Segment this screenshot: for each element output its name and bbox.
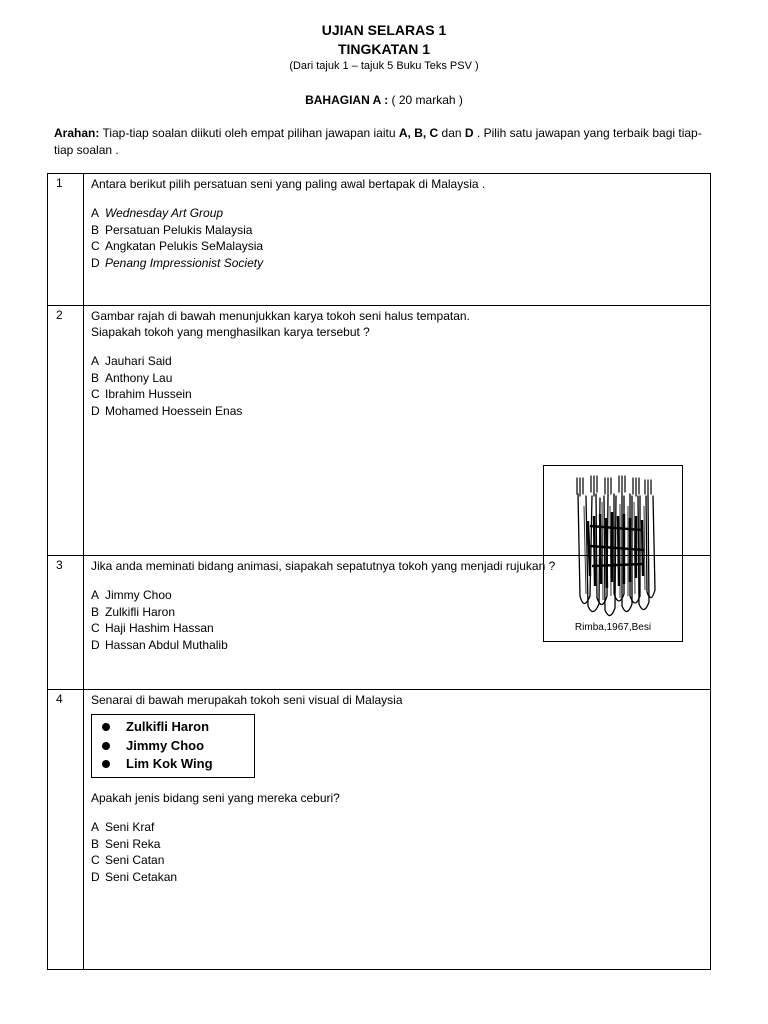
question-row: [48, 690, 711, 970]
option-a[interactable]: [91, 587, 710, 604]
question-number: 4: [48, 690, 84, 970]
option-b[interactable]: [91, 836, 710, 853]
option-text: Anthony Lau: [105, 370, 173, 385]
question-text: [91, 308, 710, 340]
option-text: Haji Hashim Hassan: [105, 621, 214, 635]
option-b[interactable]: [91, 370, 710, 387]
option-letter: B: [91, 604, 100, 619]
option-d[interactable]: [91, 255, 710, 272]
question-table: [47, 173, 711, 970]
question-text: Senarai di bawah merupakah tokoh seni visual di Malaysia: [91, 693, 403, 707]
exam-title: UJIAN SELARAS 1: [321, 22, 447, 38]
option-text: Hassan Abdul Muthalib: [105, 637, 228, 652]
option-letter: A: [91, 206, 100, 220]
option-list: [91, 587, 710, 653]
names-box: [91, 714, 255, 778]
bullet-icon: [102, 742, 110, 750]
option-a[interactable]: [91, 819, 710, 836]
section-heading: [0, 93, 768, 107]
figure-caption: Rimba,1967,Besi: [574, 622, 652, 633]
instructions: [54, 125, 714, 159]
topic-range: (Dari tajuk 1 – tajuk 5 Buku Teks PSV ): [289, 60, 479, 72]
option-letter: D: [91, 255, 100, 270]
instructions-label: Arahan:: [54, 126, 100, 140]
form-title: TINGKATAN 1: [337, 41, 431, 57]
option-letter: A: [91, 354, 100, 368]
name-list-item: [102, 755, 254, 774]
instructions-text: dan: [438, 126, 465, 140]
option-c[interactable]: [91, 386, 710, 403]
instructions-letters: A, B, C: [398, 126, 439, 140]
option-text: Ibrahim Hussein: [105, 387, 192, 401]
option-letter: D: [91, 869, 100, 884]
option-list: [91, 205, 710, 271]
option-letter: B: [91, 836, 100, 851]
option-text: Mohamed Hoessein Enas: [105, 403, 243, 418]
section-marks: ( 20 markah ): [391, 93, 463, 107]
name-list-item: [102, 718, 254, 737]
option-text: Angkatan Pelukis SeMalaysia: [105, 239, 264, 253]
option-c[interactable]: [91, 852, 710, 869]
option-text: Wednesday Art Group: [105, 206, 224, 220]
question-text-line: Siapakah tokoh yang menghasilkan karya tersebut ?: [91, 325, 370, 339]
instructions-text: Tiap-tiap soalan diikuti oleh empat pilihan jawapan iaitu: [99, 126, 399, 140]
name-text: Zulkifli Haron: [126, 719, 210, 734]
option-b[interactable]: [91, 222, 710, 239]
option-letter: B: [91, 222, 100, 237]
option-letter: A: [91, 820, 100, 834]
option-letter: C: [91, 853, 100, 867]
instructions-text: . Pilih satu jawapan yang terbaik bagi tiap-tiap soalan .: [54, 126, 702, 157]
option-list: [91, 819, 710, 885]
option-letter: B: [91, 370, 100, 385]
option-letter: D: [91, 637, 100, 652]
option-list: [91, 353, 710, 419]
question-number: 3: [48, 556, 84, 690]
question-row: [48, 174, 711, 306]
option-text: Seni Cetakan: [105, 869, 178, 884]
question-row: [48, 306, 711, 556]
option-letter: C: [91, 387, 100, 401]
name-text: Jimmy Choo: [126, 737, 205, 753]
option-letter: A: [91, 588, 100, 602]
question-cell: [84, 690, 711, 970]
option-text: Penang Impressionist Society: [105, 255, 264, 270]
option-c[interactable]: [91, 620, 710, 637]
name-list-item: [102, 737, 254, 756]
option-d[interactable]: [91, 637, 710, 654]
section-label: BAHAGIAN A :: [305, 93, 392, 107]
name-text: Lim Kok Wing: [126, 756, 213, 771]
followup-question: Apakah jenis bidang seni yang mereka ceburi?: [91, 791, 340, 805]
question-number: 2: [48, 306, 84, 556]
option-letter: D: [91, 403, 100, 418]
question-text-line: Gambar rajah di bawah menunjukkan karya tokoh seni halus tempatan.: [91, 309, 470, 323]
option-text: Zulkifli Haron: [105, 604, 176, 619]
question-row: [48, 556, 711, 690]
option-letter: C: [91, 621, 100, 635]
option-c[interactable]: [91, 238, 710, 255]
bullet-icon: [102, 723, 110, 731]
option-text: Jauhari Said: [105, 354, 172, 368]
question-number: 1: [48, 174, 84, 306]
bullet-icon: [102, 760, 110, 768]
option-a[interactable]: [91, 353, 710, 370]
option-d[interactable]: [91, 403, 710, 420]
question-text: Jika anda meminati bidang animasi, siapakah sepatutnya tokoh yang menjadi rujukan ?: [91, 559, 556, 573]
option-text: Persatuan Pelukis Malaysia: [105, 222, 253, 237]
question-cell: [84, 174, 711, 306]
option-d[interactable]: [91, 869, 710, 886]
option-text: Seni Catan: [105, 853, 165, 867]
question-text: Antara berikut pilih persatuan seni yang paling awal bertapak di Malaysia .: [91, 177, 486, 191]
instructions-letter-d: D: [464, 126, 474, 140]
option-a[interactable]: [91, 205, 710, 222]
option-text: Seni Reka: [105, 836, 161, 851]
option-text: Jimmy Choo: [105, 588, 172, 602]
question-cell: [84, 556, 711, 690]
option-text: Seni Kraf: [105, 820, 155, 834]
option-letter: C: [91, 239, 100, 253]
option-b[interactable]: [91, 604, 710, 621]
